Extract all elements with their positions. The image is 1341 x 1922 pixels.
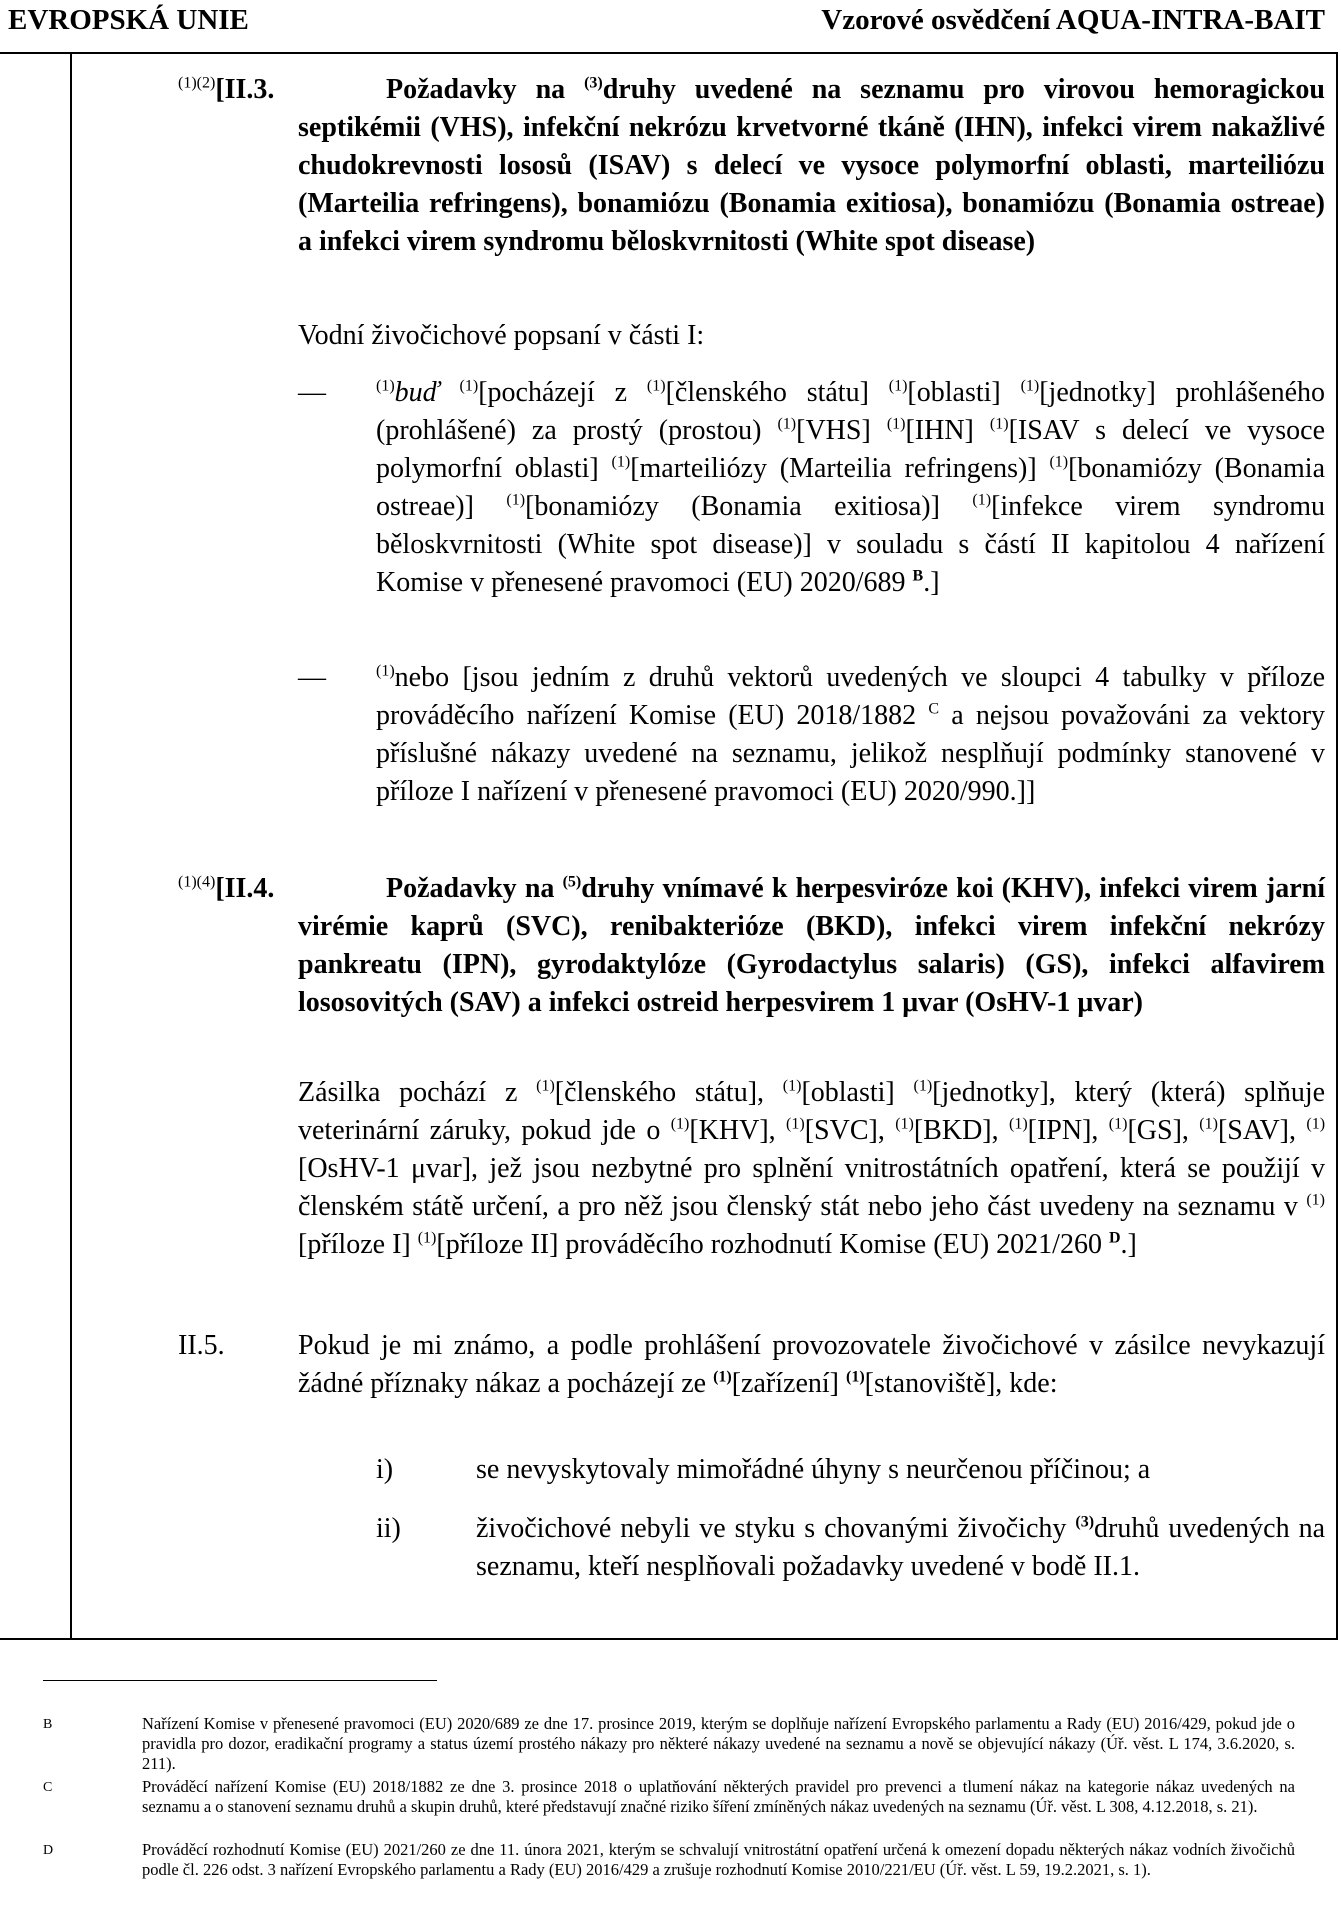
footnote-B-text: Nařízení Komise v přenesené pravomoci (EU) 2020/689 ze dne 17. prosince 2019, kterým se doplňuje nařízení Evropského parlamentu a Rady (EU) 2016/429, pokud jde o pravidla pro dozor, eradikační programy a status území prostého nákazy pro některé nákazy uvedené na seznamu a nově se objevující nákazy (Úř. věst. L 174, 3.6.2020, s. 211). — [142, 1714, 1295, 1773]
section-II3-intro: Vodní živočichové popsaní v části I: — [298, 320, 705, 351]
bullet-dash-2: — — [298, 662, 326, 693]
footnote-D-text: Prováděcí rozhodnutí Komise (EU) 2021/260 ze dne 11. února 2021, kterým se schvalují vnitrostátní opatření určená k omezení dopadu některých nákaz vodních živočichů podle čl. 226 odst. 3 nařízení Evropského parlamentu a Rady (EU) 2016/429 a zrušuje rozhodnutí Komise 2010/221/EU (Úř. věst. L 59, 19.2.2021, s. 1). — [142, 1840, 1295, 1879]
section-II4-title: Požadavky na $^{(5)}$druhy vnímavé k herpesviróze koi (KHV), infekci virem jarní virémie kaprů (SVC), renibakterióze (BKD), infekci virem infekční nekrózy pankreatu (IPN), gyrodaktylóze (Gyrodactylus salaris) (GS), infekci alfavirem lososovitých (SAV) a infekci ostreid herpesvirem 1 μvar (OsHV-1 μvar) — [298, 873, 1326, 1018]
item-ii-label: ii) — [376, 1513, 401, 1544]
section-II3-option-or: $^{(1)}$nebo [jsou jedním z druhů vektorů uvedených ve sloupci 4 tabulky v příloze prováděcího nařízení Komise (EU) 2018/1882 $^C$ a nejsou považováni za vektory příslušné nákazy uvedené na seznamu, jelikož nesplňují podmínky stanovené v příloze I nařízení v přenesené pravomoci (EU) 2020/990.]] — [376, 662, 1326, 807]
item-ii-text: živočichové nebyli ve styku s chovanými živočichy $^{(3)}$druhů uvedených na seznamu, kteří nesplňovali požadavky uvedené v bodě II.1. — [476, 1513, 1326, 1582]
section-II4-body: Zásilka pochází z $^{(1)}$[členského státu], $^{(1)}$[oblasti] $^{(1)}$[jednotky], který (která) splňuje veterinární záruky, pokud jde o $^{(1)}$[KHV], $^{(1)}$[SVC], $^{(1)}$[BKD], $^{(1)}$[IPN], $^{(1)}$[GS], $^{(1)}$[SAV], $^{(1)}$[OsHV-1 μvar], jež jsou nezbytné pro splnění vnitrostátních opatření, která se použijí v členském státě určení, a pro něž jsou členský stát nebo jeho část uvedeny na seznamu v $^{(1)}$[příloze I] $^{(1)}$[příloze II] prováděcího rozhodnutí Komise (EU) 2021/260 $^D$.] — [298, 1077, 1326, 1260]
section-II5-body: Pokud je mi známo, a podle prohlášení provozovatele živočichové v zásilce nevykazují žádné příznaky nákaz a pocházejí ze $^{(1)}$[zařízení] $^{(1)}$[stanoviště], kde: — [298, 1330, 1325, 1399]
item-i-text: se nevyskytovaly mimořádné úhyny s neurčenou příčinou; a — [476, 1454, 1151, 1485]
item-i-label: i) — [376, 1454, 394, 1485]
footnote-C-mark: C — [43, 1780, 53, 1795]
section-II4-number: $^{(1)(4)}$[II.4. — [178, 873, 275, 904]
header-right: Vzorové osvědčení AQUA-INTRA-BAIT — [821, 4, 1325, 36]
section-II3-number: $^{(1)(2)}$[II.3. — [178, 74, 275, 105]
footnote-separator — [43, 1680, 437, 1681]
header-left: EVROPSKÁ UNIE — [8, 4, 249, 36]
footnote-B-mark: B — [43, 1717, 53, 1732]
footnote-D-mark: D — [43, 1843, 54, 1858]
bullet-dash-1: — — [298, 377, 326, 408]
section-II3-title: Požadavky na $^{(3)}$druhy uvedené na seznamu pro virovou hemoragickou septikémii (VHS), infekční nekrózu krvetvorné tkáně (IHN), infekci virem nakažlivé chudokrevnosti lososů (ISAV) s delecí ve vysoce polymorfní oblasti, marteiliózu (Marteilia refringens), bonamiózu (Bonamia exitiosa), bonamiózu (Bonamia ostreae) a infekci virem syndromu běloskvrnitosti (White spot disease) — [298, 74, 1326, 257]
left-margin-line — [70, 54, 72, 1638]
footnote-C-text: Prováděcí nařízení Komise (EU) 2018/1882 ze dne 3. prosince 2018 o uplatňování některých pravidel pro prevenci a tlumení nákaz na kategorie nákaz uvedených na seznamu a o stanovení seznamu druhů a skupin druhů, které představují značné riziko šíření zmíněných nákaz uvedených na seznamu (Úř. věst. L 308, 4.12.2018, s. 21). — [142, 1777, 1295, 1816]
section-II3-option-either: $^{(1)}$buď $^{(1)}$[pocházejí z $^{(1)}$[členského státu] $^{(1)}$[oblasti] $^{(1)}$[jednotky] prohlášeného (prohlášené) za prostý (prostou) $^{(1)}$[VHS] $^{(1)}$[IHN] $^{(1)}$[ISAV s delecí ve vysoce polymorfní oblasti] $^{(1)}$[marteiliózy (Marteilia refringens)] $^{(1)}$[bonamiózy (Bonamia ostreae)] $^{(1)}$[bonamiózy (Bonamia exitiosa)] $^{(1)}$[infekce virem syndromu běloskvrnitosti (White spot disease)] v souladu s částí II kapitolou 4 nařízení Komise v přenesené pravomoci (EU) 2020/689 $^B$.] — [376, 377, 1326, 598]
section-II5-number: II.5. — [178, 1330, 225, 1361]
